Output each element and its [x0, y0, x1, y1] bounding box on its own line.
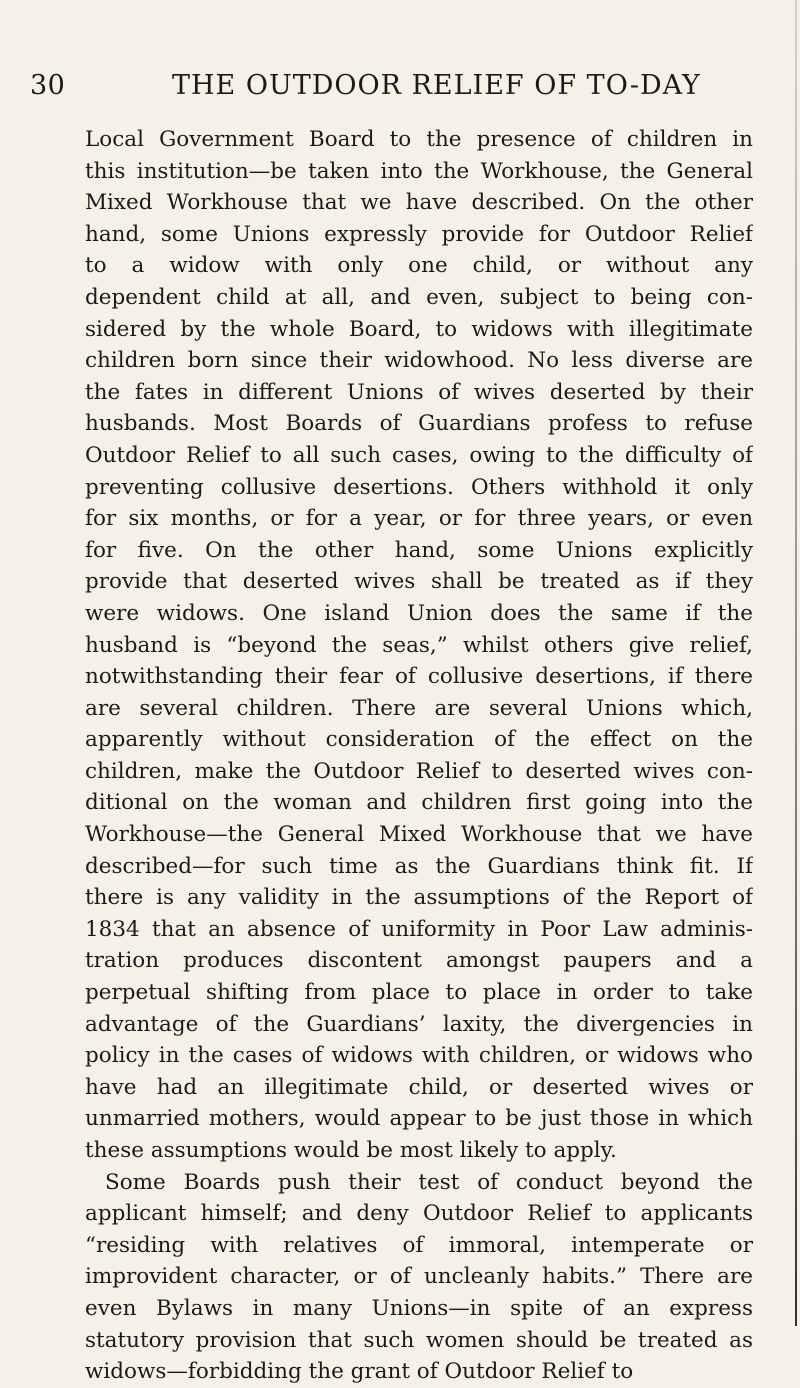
- text-line: 1834 that an absence of uniformity in Poor Law adminis-: [85, 916, 753, 942]
- page-number: 30: [30, 70, 66, 101]
- paragraph: [85, 124, 753, 1167]
- text-line: have had an illegitimate child, or deserted wives or: [85, 1074, 753, 1100]
- text-line: Local Government Board to the presence of children in: [85, 127, 753, 152]
- text-line: Some Boards push their test of conduct beyond the: [105, 1169, 753, 1195]
- text-line: preventing collusive desertions. Others withhold it only: [85, 474, 753, 500]
- text-line: advantage of the Guardians’ laxity, the divergencies in: [85, 1011, 753, 1037]
- text-line: this institution—be taken into the Workhouse, the General: [85, 158, 753, 184]
- text-line: are several children. There are several Unions which,: [85, 695, 753, 721]
- text-line: provide that deserted wives shall be treated as if they: [85, 569, 753, 595]
- text-line: described—for such time as the Guardians think fit. If: [85, 853, 753, 879]
- text-line: perpetual shifting from place to place in order to take: [85, 980, 753, 1006]
- body-text: [85, 124, 753, 1388]
- page-edge-shadow: [795, 0, 797, 1326]
- text-line: there is any validity in the assumptions of the Report of: [85, 885, 753, 911]
- text-line: hand, some Unions expressly provide for Outdoor Relief: [85, 221, 753, 247]
- text-line: children, make the Outdoor Relief to deserted wives con-: [85, 758, 753, 784]
- text-line: were widows. One island Union does the same if the: [85, 600, 753, 626]
- text-line: widows—forbidding the grant of Outdoor Relief to: [85, 1359, 634, 1385]
- page-header: [30, 70, 770, 110]
- text-line: for six months, or for a year, or for three years, or even: [85, 506, 753, 532]
- text-line: even Bylaws in many Unions—in spite of an express: [85, 1295, 753, 1321]
- text-line: husband is “beyond the seas,” whilst others give relief,: [85, 632, 753, 658]
- text-line: Outdoor Relief to all such cases, owing to the difficulty of: [85, 442, 753, 468]
- text-line: husbands. Most Boards of Guardians profess to refuse: [85, 411, 753, 437]
- text-line: applicant himself; and deny Outdoor Relief to applicants: [85, 1201, 753, 1227]
- text-line: children born since their widowhood. No less diverse are: [85, 348, 753, 374]
- paragraph: [85, 1167, 753, 1388]
- text-line: statutory provision that such women should be treated as: [85, 1327, 753, 1353]
- text-line: “residing with relatives of immoral, intemperate or: [85, 1232, 753, 1258]
- text-line: for five. On the other hand, some Unions explicitly: [85, 537, 753, 563]
- text-line: dependent child at all, and even, subject to being con-: [85, 284, 753, 310]
- text-line: improvident character, or of uncleanly habits.” There are: [85, 1264, 753, 1290]
- running-title: THE OUTDOOR RELIEF OF TO-DAY: [172, 70, 701, 101]
- text-line: sidered by the whole Board, to widows with illegitimate: [85, 316, 753, 342]
- text-line: Mixed Workhouse that we have described. On the other: [85, 190, 753, 216]
- text-line: to a widow with only one child, or without any: [85, 253, 753, 279]
- text-line: policy in the cases of widows with children, or widows who: [85, 1043, 753, 1069]
- text-line: apparently without consideration of the effect on the: [85, 727, 753, 753]
- text-line: Workhouse—the General Mixed Workhouse that we have: [85, 822, 753, 848]
- text-line: tration produces discontent amongst paupers and a: [85, 948, 753, 974]
- text-line: ditional on the woman and children first going into the: [85, 790, 753, 816]
- text-line: these assumptions would be most likely to apply.: [85, 1138, 617, 1163]
- text-line: unmarried mothers, would appear to be just those in which: [85, 1106, 753, 1132]
- text-line: notwithstanding their fear of collusive desertions, if there: [85, 664, 753, 690]
- text-line: the fates in different Unions of wives deserted by their: [85, 379, 753, 405]
